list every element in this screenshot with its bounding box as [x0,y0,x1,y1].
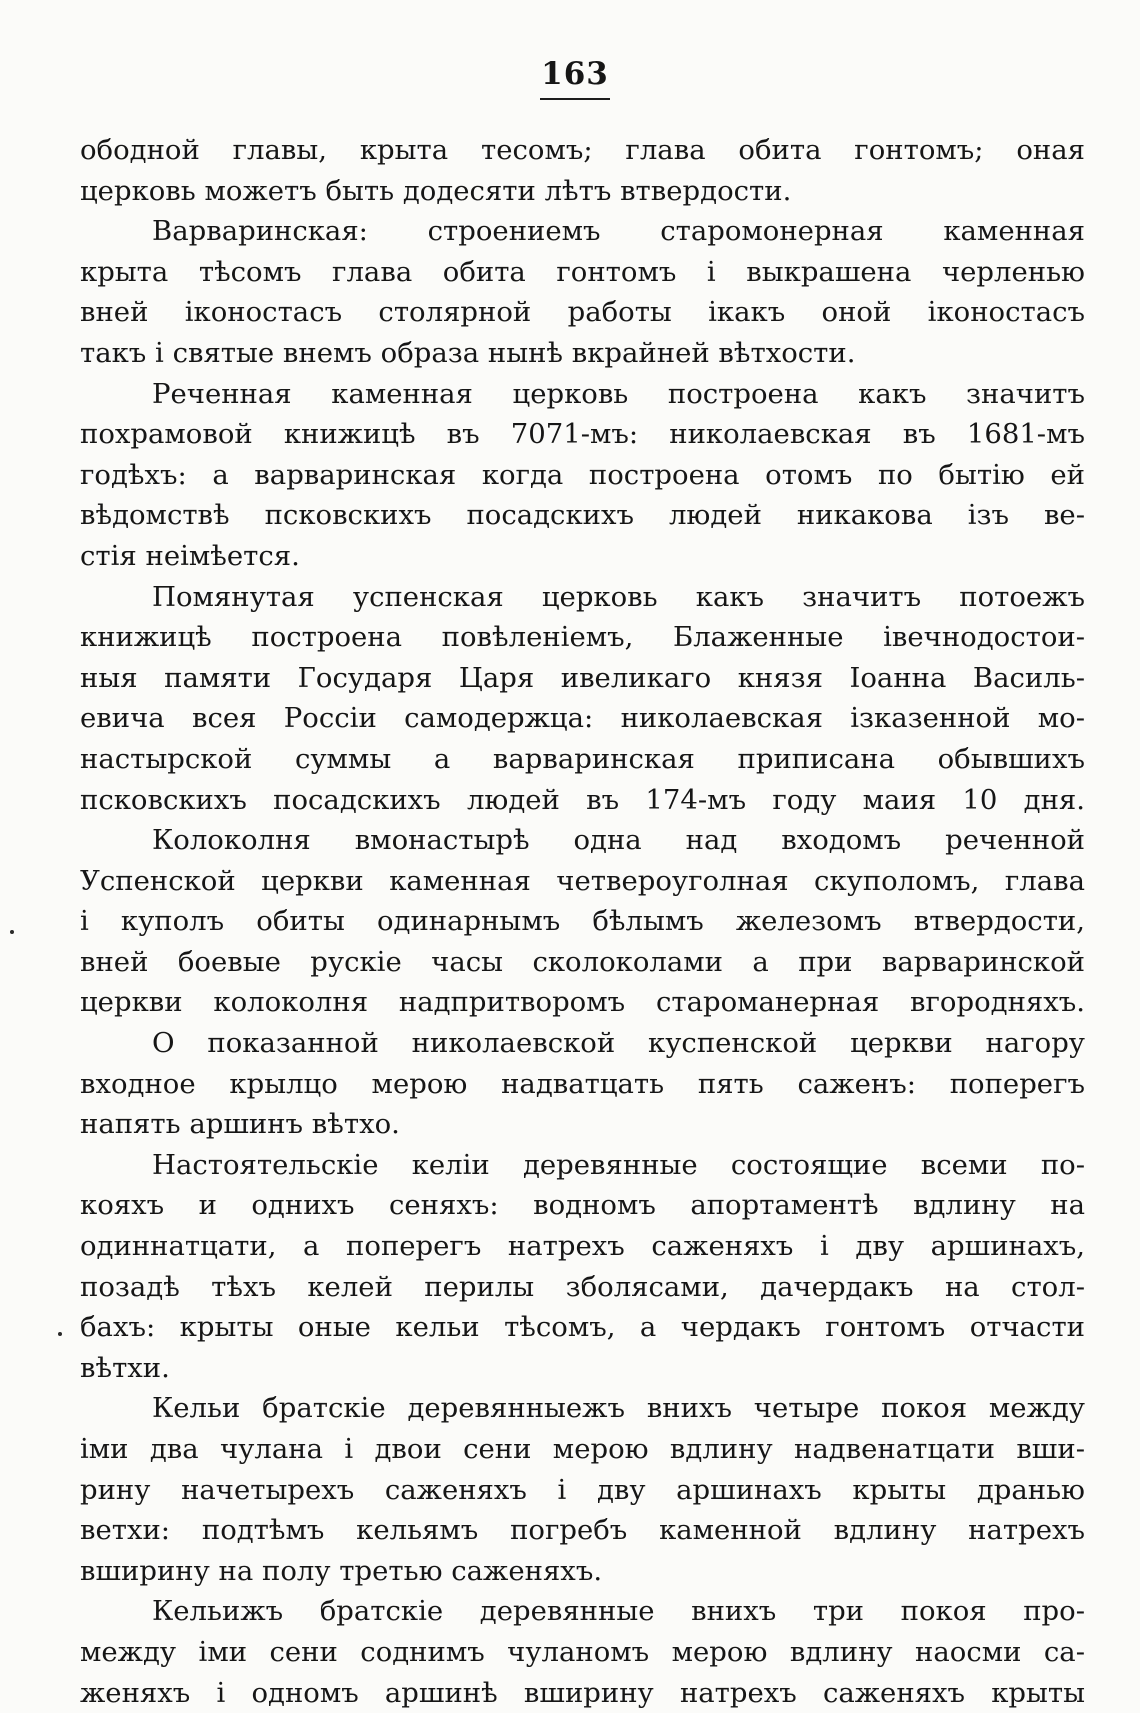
text-line: кояхъ и однихъ сеняхъ: водномъ апортаментѣ вдлину на [80,1189,1085,1222]
text-line: стія неімѣется. [80,539,300,572]
text-line: ободной главы, крыта тесомъ; глава обита гонтомъ; оная [80,134,1085,166]
text-line: вѣтхи. [80,1351,170,1384]
text-line: ныя памяти Государя Царя ивеликаго князя Іоанна Василь- [80,661,1085,694]
text-line: годѣхъ: а варваринская когда построена отомъ по бытію ей [80,458,1085,491]
text-line: Варваринская: строениемъ старомонерная каменная [152,215,1085,248]
text-line: позадѣ тѣхъ келей перилы зболясами, дачердакъ на стол- [80,1270,1085,1303]
text-line: вней іконостасъ столярной работы ікакъ оной іконостасъ [80,296,1085,329]
text-line: одиннатцати, а поперегъ натрехъ саженяхъ і дву аршинахъ, [80,1230,1085,1263]
margin-speck [10,930,14,934]
text-line: і куполъ обиты одинарнымъ бѣлымъ железомъ втвердости, [80,905,1085,938]
text-line: О показанной николаевской куспенской церкви нагору [152,1027,1085,1060]
text-line: Колоколня вмонастырѣ одна над входомъ реченной [152,824,1085,857]
text-line: евича всея Россіи самодержца: николаевская ізказенной мо- [80,702,1085,735]
text-line: Кельижъ братскіе деревянные вниxъ три покоя про- [152,1595,1085,1628]
text-line: между іми сени соднимъ чуланомъ мерою вдлину наосми са- [80,1635,1085,1668]
text-line: церковь можетъ быть додесяти лѣтъ втвердости. [80,174,792,207]
text-line: псковскихъ посадскихъ людей въ 174-мъ году маия 10 дня. [80,783,1085,816]
page-number-underline [540,98,610,100]
text-line: такъ і святые внемъ образа нынѣ вкрайней вѣтхости. [80,336,856,369]
text-line: бахъ: крыты оные кельи тѣсомъ, а чердакъ гонтомъ отчасти [80,1311,1085,1344]
text-line: ветхи: подтѣмъ кельямъ погребъ каменной вдлину натрехъ [80,1514,1085,1547]
text-line: крыта тѣсомъ глава обита гонтомъ і выкрашена черленью [80,255,1085,288]
text-line: Реченная каменная церковь построена какъ значитъ [152,377,1085,410]
text-line: Успенской церкви каменная четвероуголная скуполомъ, глава [80,864,1085,897]
text-line: похрамовой книжицѣ въ 7071-мъ: николаевская въ 1681-мъ [80,418,1085,451]
text-line: вней боевые рускіе часы сколоколами а при варваринской [80,945,1085,978]
text-line: настырской суммы а варваринская приписана обывшихъ [80,742,1085,775]
text-line: женяхъ і одномъ аршинѣ вширину натрехъ саженяхъ крыты [80,1676,1085,1709]
text-line: книжицѣ построена повѣленіемъ, Блаженные івечнодостои- [80,621,1085,654]
page-number: 163 [541,56,609,92]
text-line: вширину на полу третью саженяхъ. [80,1554,603,1587]
text-line: напять аршинъ вѣтхо. [80,1108,400,1141]
text-line: входное крылцо мерою надватцать пять саженъ: поперегъ [80,1067,1085,1100]
margin-speck [58,1332,62,1336]
text-line: Кельи братскіе деревянныежъ вниxъ четыре покоя между [152,1392,1085,1425]
text-line: вѣдомствѣ псковскихъ посадскихъ людей никакова ізъ ве- [80,499,1085,532]
text-line: церкви колоколня надпритворомъ староманерная вгородняхъ. [80,986,1085,1019]
text-line: Помянутая успенская церковь какъ значитъ потоежъ [152,580,1085,613]
text-line: рину начетырехъ саженяхъ і дву аршинахъ крыты дранью [80,1473,1085,1506]
text-line: іми два чулана і двои сени мерою вдлину надвенатцати вши- [80,1433,1085,1465]
text-line: Настоятельскіе келіи деревянные состоящие всеми по- [152,1148,1085,1181]
body-text [80,130,1085,1713]
